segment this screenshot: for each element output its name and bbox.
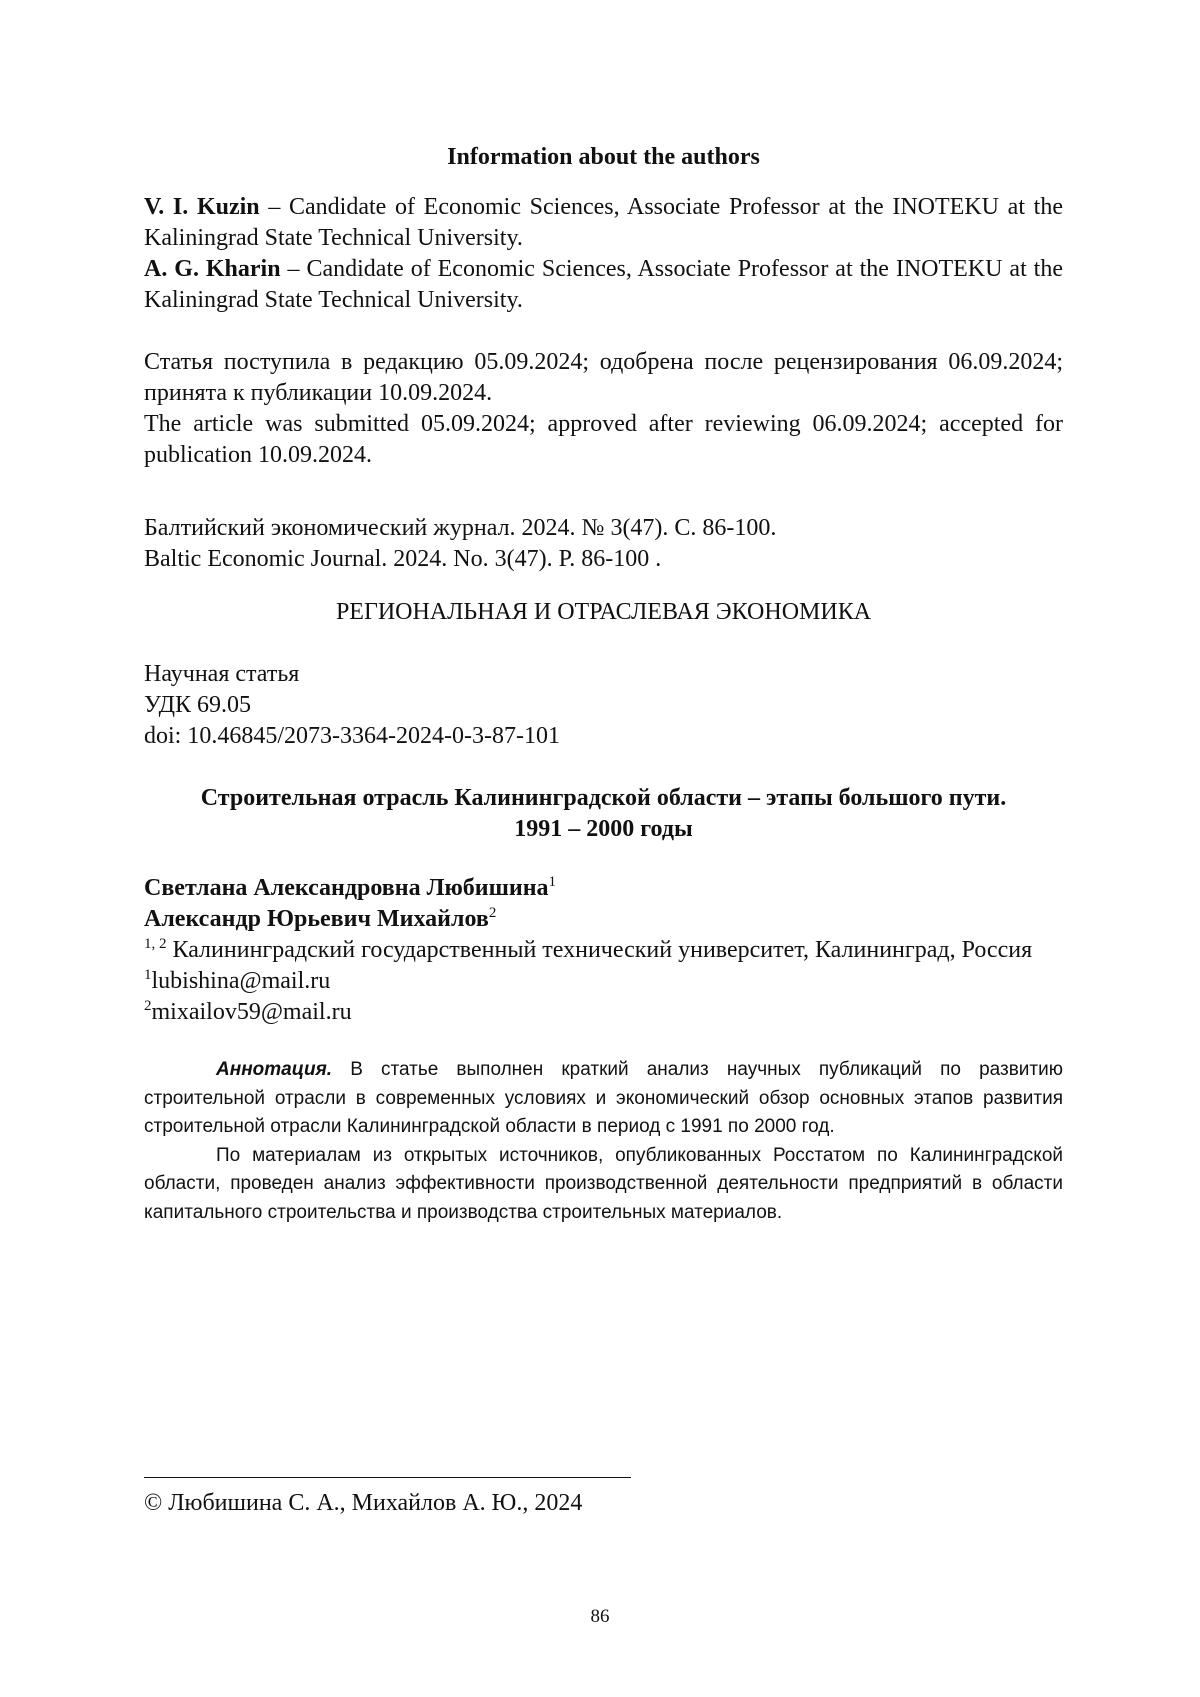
doi: doi: 10.46845/2073-3364-2024-0-3-87-101 xyxy=(144,723,560,749)
author-superscript: 1 xyxy=(548,874,557,890)
section-heading: РЕГИОНАЛЬНАЯ И ОТРАСЛЕВАЯ ЭКОНОМИКА xyxy=(335,599,872,625)
email-address: lubishina@mail.ru xyxy=(151,968,331,994)
author-name-kuzin: V. I. Kuzin xyxy=(144,194,260,220)
author-desc-kuzin: – Candidate of Economic Sciences, Associate Professor at the INOTEKU at the Kaliningrad State Technical University. xyxy=(144,194,1063,251)
article-title-line2: 1991 – 2000 годы xyxy=(514,816,693,842)
copyright-footnote: © Любишина С. А., Михайлов А. Ю., 2024 xyxy=(144,1490,583,1516)
abstract xyxy=(144,1056,1063,1227)
journal-citation-russian: Балтийский экономический журнал. 2024. № 3(47). С. 86-100. xyxy=(144,515,777,541)
author-desc-kharin: – Candidate of Economic Sciences, Associate Professor at the INOTEKU at the Kaliningrad State Technical University. xyxy=(144,256,1063,313)
abstract-text-1: В статье выполнен краткий анализ научных публикаций по развитию строительной отрасли в современных условиях и экономический обзор основных этапов развития строительной отрасли Калининградской области в период с 1991 по 2000 год. xyxy=(144,1059,1063,1137)
email-superscript: 2 xyxy=(144,998,152,1014)
author-name: Светлана Александровна Любишина xyxy=(144,875,549,901)
email-superscript: 1 xyxy=(144,967,152,983)
author-name-kharin: A. G. Kharin xyxy=(144,256,281,282)
affiliation xyxy=(144,935,1063,966)
footnote-divider xyxy=(144,1477,631,1478)
dates-russian: Статья поступила в редакцию 05.09.2024; одобрена после рецензирования 06.09.2024; принята к публикации 10.09.2024. xyxy=(144,349,1063,406)
email-address: mixailov59@mail.ru xyxy=(151,999,352,1025)
author-line-1 xyxy=(144,873,1063,904)
abstract-paragraph-1 xyxy=(144,1056,1063,1142)
article-type: Научная статья xyxy=(144,661,300,687)
affiliation-superscript: 1, 2 xyxy=(144,936,167,952)
article-title-line1: Строительная отрасль Калининградской области – этапы большого пути. xyxy=(200,785,1007,811)
authors-info-heading: Information about the authors xyxy=(447,144,760,170)
udc-code: УДК 69.05 xyxy=(144,692,251,718)
abstract-label: Аннотация. xyxy=(216,1059,333,1080)
email-line-1 xyxy=(144,966,1063,997)
page-content xyxy=(144,142,1063,1227)
author-info-kharin xyxy=(144,254,1063,316)
author-line-2 xyxy=(144,904,1063,935)
journal-citation-english: Baltic Economic Journal. 2024. No. 3(47). P. 86-100 . xyxy=(144,546,662,572)
author-name: Александр Юрьевич Михайлов xyxy=(144,906,489,932)
author-superscript: 2 xyxy=(488,905,497,921)
author-info-kuzin xyxy=(144,192,1063,254)
abstract-paragraph-2: По материалам из открытых источников, опубликованных Росстатом по Калининградской области, проведен анализ эффективности производственной деятельности предприятий в области капитального строительства и производства строительных материалов. xyxy=(144,1144,1063,1223)
dates-english: The article was submitted 05.09.2024; approved after reviewing 06.09.2024; accepted for publication 10.09.2024. xyxy=(144,411,1063,468)
page-number: 86 xyxy=(590,1606,610,1627)
affiliation-text: Калининградский государственный технический университет, Калининград, Россия xyxy=(166,937,1033,963)
email-line-2 xyxy=(144,997,1063,1028)
